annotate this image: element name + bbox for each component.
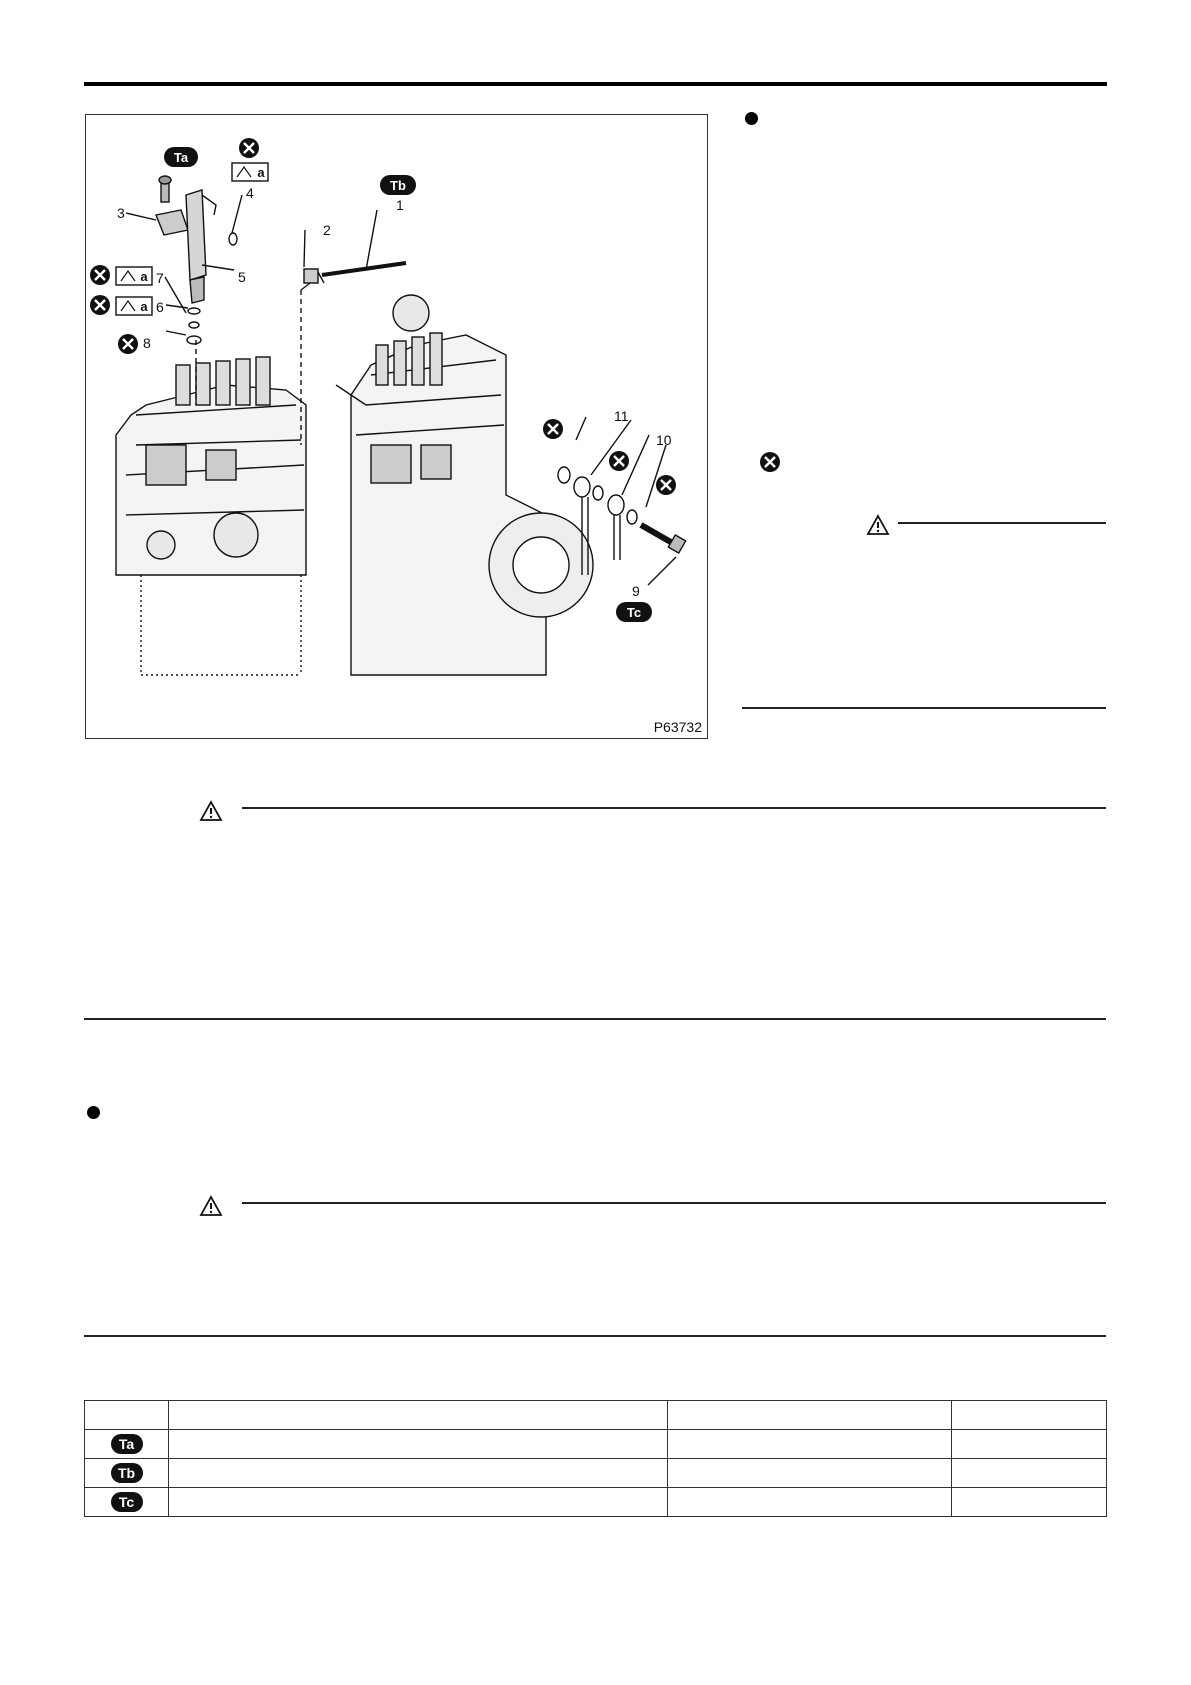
warning-rule <box>242 1202 1106 1204</box>
section-rule <box>84 1018 1106 1020</box>
torque-badge-tc-icon <box>616 602 652 622</box>
page-top-rule <box>84 82 1107 86</box>
bullet-dot-icon <box>745 112 758 125</box>
warning-rule <box>898 522 1106 524</box>
do-not-reuse-icon-8 <box>118 334 138 354</box>
do-not-reuse-icon-6 <box>90 295 110 315</box>
do-not-reuse-icon <box>760 452 780 472</box>
warning-rule <box>242 807 1106 809</box>
warning-triangle-icon <box>866 514 890 536</box>
do-not-reuse-icon-upper-c <box>656 475 676 495</box>
table-row <box>85 1459 1107 1488</box>
section-rule <box>742 707 1106 709</box>
callout-5: 5 <box>238 269 246 285</box>
table-row <box>85 1488 1107 1517</box>
callout-8: 8 <box>143 335 151 351</box>
callout-7: 7 <box>156 270 164 286</box>
engine-illustration <box>86 115 709 740</box>
tightening-torque-table <box>84 1400 1107 1517</box>
callout-2: 2 <box>323 222 331 238</box>
torque-badge-ta-icon <box>164 147 198 167</box>
do-not-reuse-icon-4 <box>239 138 259 158</box>
callout-6: 6 <box>156 299 164 315</box>
svg-text:a: a <box>140 299 148 314</box>
callout-3: 3 <box>117 205 125 221</box>
svg-text:Tc: Tc <box>626 605 642 620</box>
do-not-reuse-icon-upper-b <box>609 451 629 471</box>
sealant-icon-4 <box>232 163 268 181</box>
table-row <box>85 1430 1107 1459</box>
svg-text:Tb: Tb <box>390 178 406 193</box>
svg-text:Ta: Ta <box>173 150 189 165</box>
warning-triangle-icon <box>199 1195 223 1217</box>
bullet-dot-icon <box>87 1106 100 1119</box>
figure-id: P63732 <box>653 719 702 735</box>
svg-text:a: a <box>140 269 148 284</box>
do-not-reuse-icon-upper-a <box>543 419 563 439</box>
callout-4: 4 <box>246 185 254 201</box>
torque-badge-tb-icon <box>380 175 416 195</box>
do-not-reuse-icon-7 <box>90 265 110 285</box>
section-rule <box>84 1335 1106 1337</box>
torque-badge-icon: Tc <box>111 1492 143 1512</box>
svg-text:a: a <box>257 165 265 180</box>
exploded-view-figure <box>85 114 708 739</box>
callout-1: 1 <box>396 197 404 213</box>
torque-badge-icon: Tb <box>111 1463 143 1483</box>
sealant-icon-6 <box>116 297 152 315</box>
warning-triangle-icon <box>199 800 223 822</box>
sealant-icon-7 <box>116 267 152 285</box>
table-header-row <box>85 1401 1107 1430</box>
torque-badge-icon: Ta <box>111 1434 143 1454</box>
callout-11: 11 <box>614 408 629 424</box>
callout-9: 9 <box>632 583 640 599</box>
callout-10: 10 <box>656 432 672 448</box>
